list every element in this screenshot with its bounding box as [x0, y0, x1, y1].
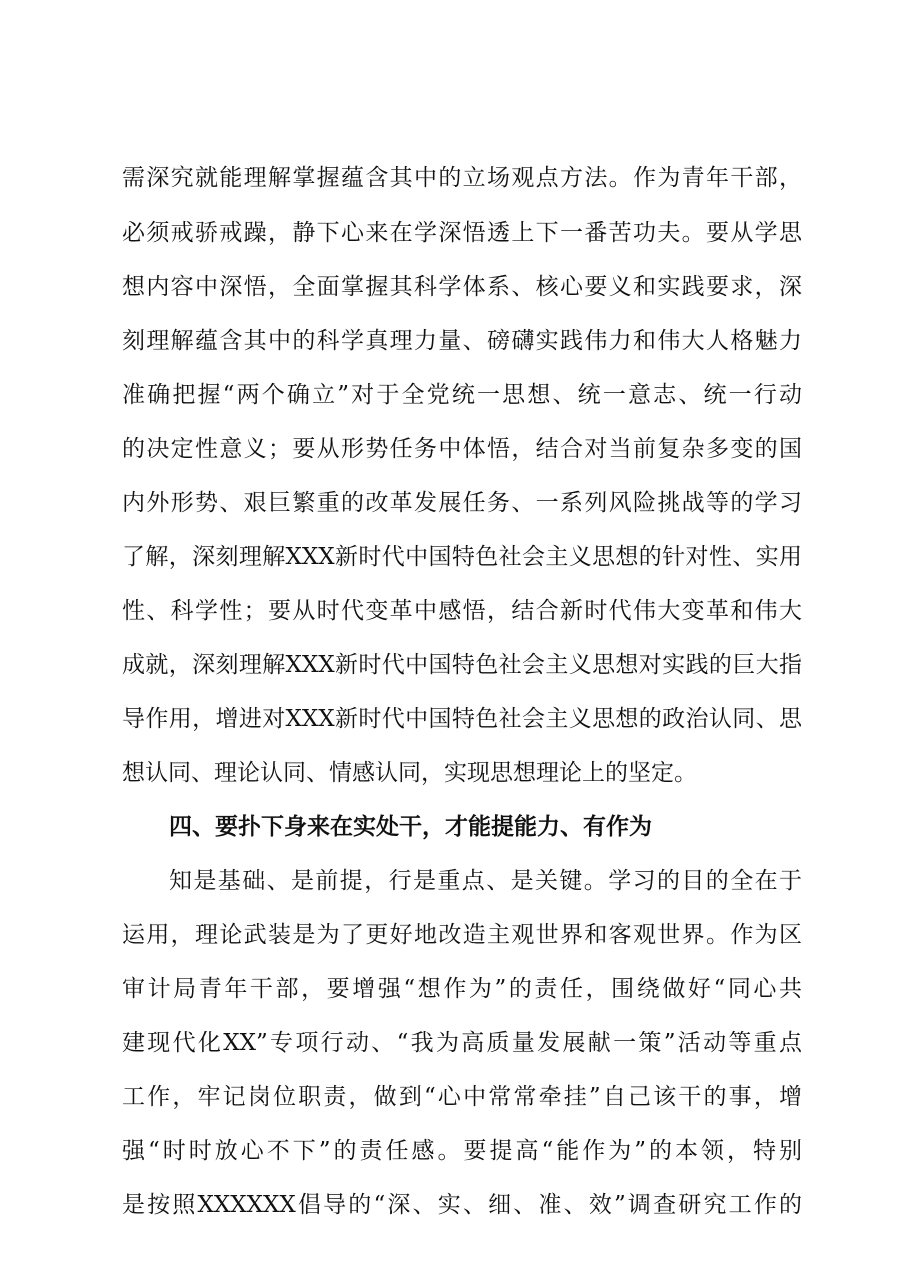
paragraph-2-line-3: 审计局青年干部，要增强“想作为”的责任，围绕做好“同心共 [122, 976, 802, 1002]
paragraph-1-line-11: 导作用，增进对XXX新时代中国特色社会主义思想的政治认同、思 [122, 706, 802, 732]
paragraph-1-line-8: 了解，深刻理解XXX新时代中国特色社会主义思想的针对性、实用 [122, 544, 802, 570]
paragraph-1-line-5: 准确把握“两个确立”对于全党统一思想、统一意志、统一行动 [122, 382, 802, 408]
paragraph-1-line-1: 需深究就能理解掌握蕴含其中的立场观点方法。作为青年干部， [122, 165, 802, 191]
paragraph-2-line-7: 是按照XXXXXX倡导的“深、实、细、准、效”调查研究工作的 [122, 1192, 802, 1218]
paragraph-2-line-6: 强“时时放心不下”的责任感。要提高“能作为”的本领，特别 [122, 1138, 802, 1164]
paragraph-1-line-3: 想内容中深悟，全面掌握其科学体系、核心要义和实践要求，深 [122, 274, 802, 300]
paragraph-1-line-9: 性、科学性；要从时代变革中感悟，结合新时代伟大变革和伟大 [122, 598, 802, 624]
paragraph-1-line-7: 内外形势、艰巨繁重的改革发展任务、一系列风险挑战等的学习 [122, 490, 802, 516]
paragraph-2-line-2: 运用，理论武装是为了更好地改造主观世界和客观世界。作为区 [122, 922, 802, 948]
paragraph-1-line-10: 成就，深刻理解XXX新时代中国特色社会主义思想对实践的巨大指 [122, 652, 802, 678]
paragraph-2-line-1: 知是基础、是前提，行是重点、是关键。学习的目的全在于 [169, 868, 802, 894]
paragraph-1-line-2: 必须戒骄戒躁，静下心来在学深悟透上下一番苦功夫。要从学思 [122, 220, 802, 246]
section-heading: 四、要扑下身来在实处干，才能提能力、有作为 [169, 814, 652, 840]
paragraph-2-line-4: 建现代化XX”专项行动、“我为高质量发展献一策”活动等重点 [122, 1030, 802, 1056]
paragraph-2-line-5: 工作，牢记岗位职责，做到“心中常常牵挂”自己该干的事，增 [122, 1084, 802, 1110]
paragraph-1-line-4: 刻理解蕴含其中的科学真理力量、磅礴实践伟力和伟大人格魅力 [122, 328, 802, 354]
paragraph-1-line-6: 的决定性意义；要从形势任务中体悟，结合对当前复杂多变的国 [122, 436, 802, 462]
paragraph-1-line-12: 想认同、理论认同、情感认同，实现思想理论上的坚定。 [122, 760, 697, 786]
